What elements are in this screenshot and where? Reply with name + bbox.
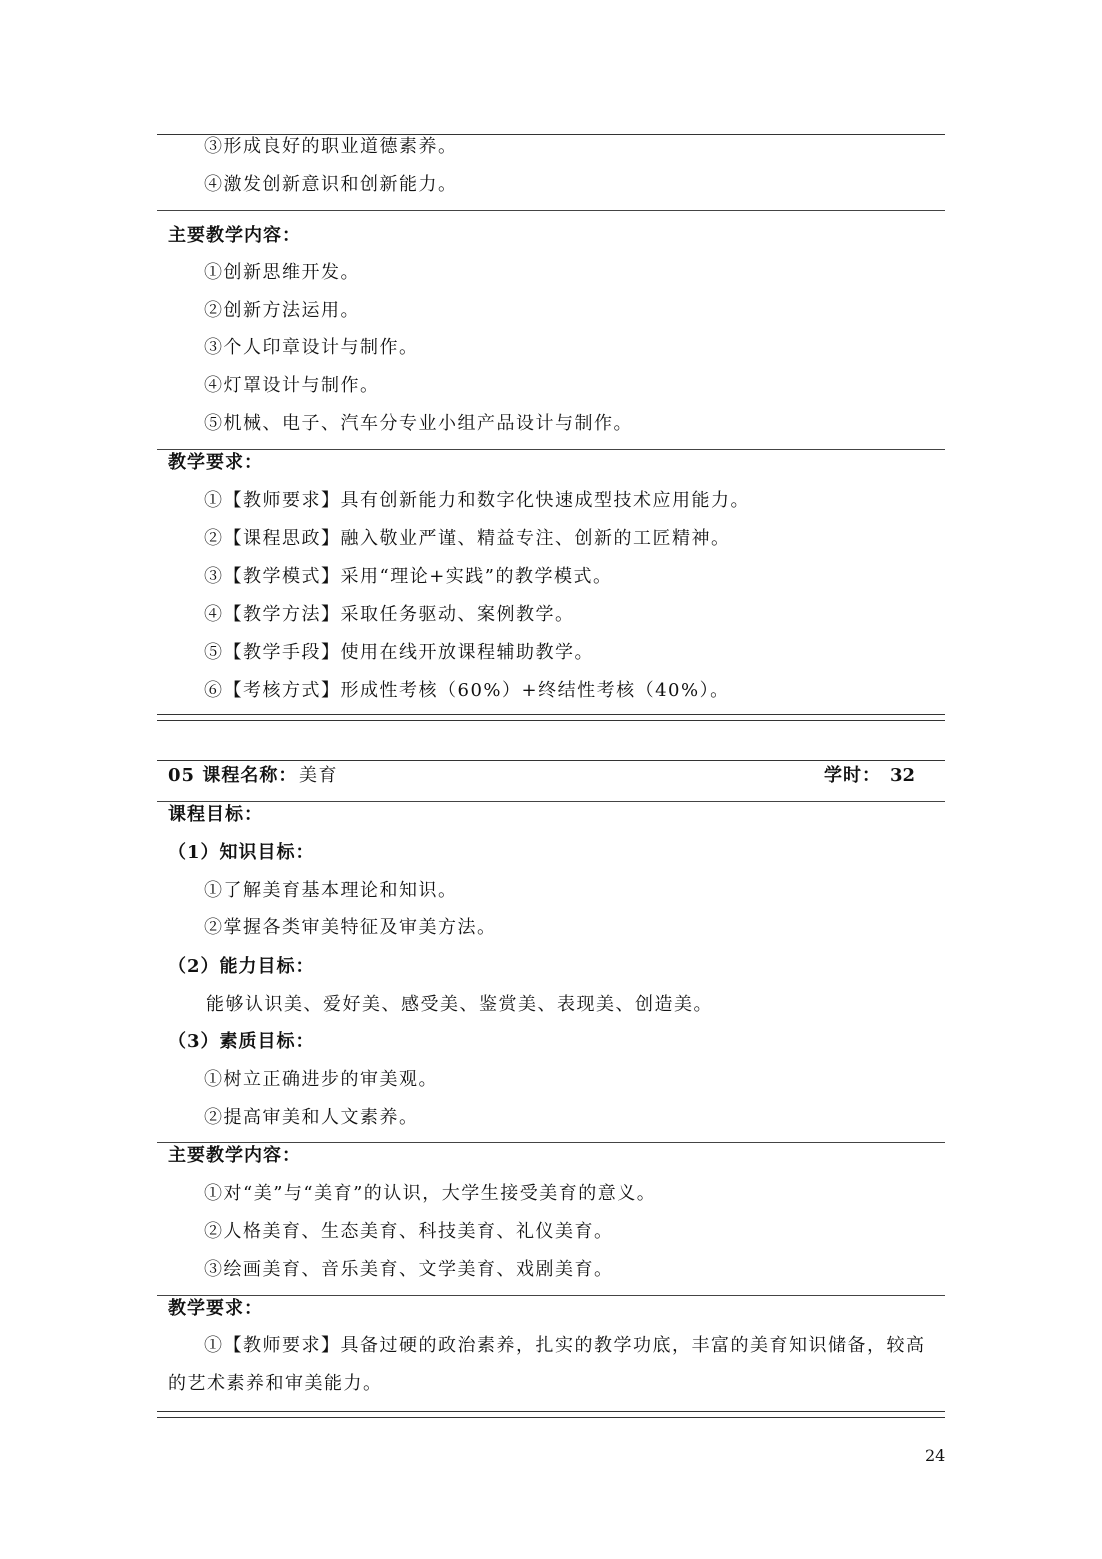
knowledge-objective-heading: （1）知识目标： (168, 842, 315, 863)
section-divider (157, 449, 945, 450)
content-item: ⑤机械、电子、汽车分专业小组产品设计与制作。 (204, 413, 633, 434)
course-hours-value: 32 (890, 765, 916, 786)
course-number-label: 05 课程名称： (168, 765, 298, 786)
content-item: ④灯罩设计与制作。 (204, 375, 380, 396)
section-divider (157, 801, 945, 802)
objective-item: ④激发创新意识和创新能力。 (204, 174, 458, 195)
section-divider (157, 210, 945, 211)
content-heading: 主要教学内容： (168, 225, 301, 246)
section-divider (157, 1142, 945, 1143)
ability-objective-heading: （2）能力目标： (168, 956, 315, 977)
table-top-border (157, 760, 945, 761)
quality-item: ②提高审美和人文素养。 (204, 1107, 419, 1128)
content-heading: 主要教学内容： (168, 1145, 301, 1166)
table-bottom-border (157, 714, 945, 721)
requirements-heading: 教学要求： (168, 1298, 263, 1319)
knowledge-item: ①了解美育基本理论和知识。 (204, 880, 458, 901)
requirement-item: ⑤【教学手段】使用在线开放课程辅助教学。 (204, 642, 594, 663)
objective-item: ③形成良好的职业道德素养。 (204, 136, 458, 157)
knowledge-item: ②掌握各类审美特征及审美方法。 (204, 917, 497, 938)
content-item: ③个人印章设计与制作。 (204, 337, 419, 358)
objectives-heading: 课程目标： (168, 804, 263, 825)
requirement-item: ②【课程思政】融入敬业严谨、精益专注、创新的工匠精神。 (204, 528, 731, 549)
table-bottom-border (157, 1411, 945, 1418)
content-item: ①创新思维开发。 (204, 262, 360, 283)
content-item: ③绘画美育、音乐美育、文学美育、戏剧美育。 (204, 1259, 614, 1280)
requirement-item: ①【教师要求】具有创新能力和数字化快速成型技术应用能力。 (204, 490, 750, 511)
requirement-item: ④【教学方法】采取任务驱动、案例教学。 (204, 604, 575, 625)
content-item: ②人格美育、生态美育、科技美育、礼仪美育。 (204, 1221, 614, 1242)
course-hours-label: 学时： (824, 765, 881, 786)
course-title-row (168, 764, 918, 788)
ability-text: 能够认识美、爱好美、感受美、鉴赏美、表现美、创造美。 (206, 994, 713, 1015)
quality-objective-heading: （3）素质目标： (168, 1031, 315, 1052)
content-item: ①对“美”与“美育”的认识，大学生接受美育的意义。 (204, 1183, 657, 1204)
course-name: 美育 (299, 765, 338, 786)
requirements-heading: 教学要求： (168, 452, 263, 473)
quality-item: ①树立正确进步的审美观。 (204, 1069, 438, 1090)
requirement-item: ⑥【考核方式】形成性考核（60%）+终结性考核（40%）。 (204, 680, 730, 701)
requirement-item: ③【教学模式】采用“理论+实践”的教学模式。 (204, 566, 613, 587)
content-item: ②创新方法运用。 (204, 300, 360, 321)
section-divider (157, 1295, 945, 1296)
requirement-paragraph: ①【教师要求】具备过硬的政治素养，扎实的教学功底，丰富的美育知识储备，较高的艺术素养和审美能力。 (168, 1335, 926, 1394)
page-number: 24 (925, 1446, 946, 1465)
